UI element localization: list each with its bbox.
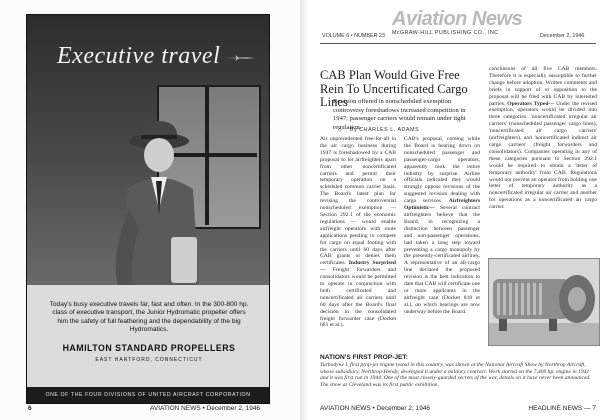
- airplane-icon: [225, 55, 255, 61]
- column-text: Freight forwarders and consolidators would be permitted to operate in conjunction with both certificated and noncertificated air carriers until 60 days after the Board's final decision in the consolidated freight forwarder case (Docket 681 et al.).: [320, 267, 396, 329]
- ad-copy: Today's busy executive travels far, fast and often. In the 300-800 hp. class of executive transport, the Junior Hydromatic propeller offers him the safety of full feathering and the dependability of the big Hydromatics.: [49, 301, 249, 334]
- caption-heading: NATION'S FIRST PROP-JET:: [320, 354, 408, 361]
- page-number: 6: [28, 405, 32, 412]
- masthead-title: Aviation News: [392, 8, 523, 30]
- subhead: Industry Surprised—: [320, 260, 396, 274]
- folio-text: AVIATION NEWS • December 2, 1946: [320, 405, 431, 412]
- masthead-rule: [320, 43, 596, 44]
- advertisement: [26, 14, 270, 404]
- ad-title: Executive travel: [57, 43, 221, 69]
- column-text: Several contract airfreighters believe that the Board, in recognizing a distinction between passenger and non-passenger operations, had taken a long step toward preventing a cargo monopoly by the presently-certificated airlines. A representative of an all-cargo line declared the proposed revision is the best indication to date that CAB will certificate one or more applicants in the airfreight case (Docket 810 et al.), on which hearings are now underway before the Board.: [404, 205, 480, 315]
- subhead: Airfreighters Optimistic—: [404, 198, 480, 212]
- subhead: Operators Typed—: [507, 100, 555, 107]
- folio-section: HEADLINE NEWS — 7: [528, 405, 596, 412]
- masthead-date: December 2, 1946: [540, 33, 585, 39]
- article-column-2: [404, 136, 480, 316]
- page-gutter: [300, 0, 308, 420]
- article-headline: CAB Plan Would Give Free Rein To Uncertificated Cargo Lines: [320, 68, 468, 109]
- column-text: Air unprecedented free-for-all in the air cargo business during 1947 is foreshadowed by a CAB proposal to let airfreighters apart from other noncertificated carriers and permit their temporary operation on a scheduled common carrier basis. The Board's latest plan for revising the controversial nonscheduled exemption — Section 292.1 of the economic regulations — would enable airfreight operators with route applications pending to compete for cargo on equal footing with the carriers until 60 days after CAB grants or denies them certificates.: [320, 136, 396, 267]
- ad-brand-location: EAST HARTFORD, CONNECTICUT: [95, 357, 203, 363]
- article-deck: Revision offered in nonscheduled exemption controversy foreshadows increased competition in 1947; passenger carriers would remain under tight regulation.: [333, 98, 466, 131]
- article-byline: By CHARLES L. ADAMS: [350, 127, 420, 133]
- ad-brand: HAMILTON STANDARD PROPELLERS: [62, 343, 236, 353]
- folio-text: AVIATION NEWS • December 2, 1946: [150, 405, 261, 412]
- article-column-3: [489, 66, 597, 211]
- ad-footer: ONE OF THE FOUR DIVISIONS OF UNITED AIRCRAFT CORPORATION: [27, 387, 269, 403]
- article-column-1: [320, 136, 396, 329]
- masthead-publisher: McGRAW-HILL PUBLISHING CO., INC: [392, 30, 499, 36]
- column-text: Under the revised exemption, operators would be divided into three categories: 'noncertificated irregular air carriers' (nonscheduled passenger cargo lines), 'noncertificated air cargo carriers' (airfreighters), and 'noncertificated indirect air cargo carriers' (freight forwarders and consolidators). Companies operating in any of these categories pursuant to Section 292.1 would be required to obtain a 'letter of temporary authority' from CAB. Regulations would not prevent an operator from holding one letter of temporary authority as a noncertificated irregular air carrier and another for operations as a noncertificated air cargo carrier.: [489, 100, 597, 211]
- column-text: conclusions of all five CAB members. Therefore it is especially susceptible to further change before adoption. Written comments and briefs in support of or opposition to the proposal will be filed with CAB by interested parties.: [489, 66, 597, 107]
- masthead-volume: VOLUME 6 • NUMBER 23: [322, 33, 385, 39]
- engine-photo: [488, 258, 600, 346]
- caption-text: Turbodyne I, first prop-jet engine tested in this country, was shown at the National Aircraft Show by Northrop Aircraft, whose subsidiary, Northrop-Hendy, developed it under a military contract. Work started on the 7,400 hp. engine in 1941 and it was first run in 1944. One of the most closely-guarded secrets of the war, details on it have never been announced. The show at Cleveland was its first public exhibition.: [320, 362, 591, 388]
- column-text: CAB's proposal, coming while the Board is hearing down on nonscheduled passenger and passenger-cargo operators, apparently took the entire industry by surprise. Airline officials indicated they would strongly oppose revisions of the suggested revision dealing with cargo services.: [404, 136, 480, 205]
